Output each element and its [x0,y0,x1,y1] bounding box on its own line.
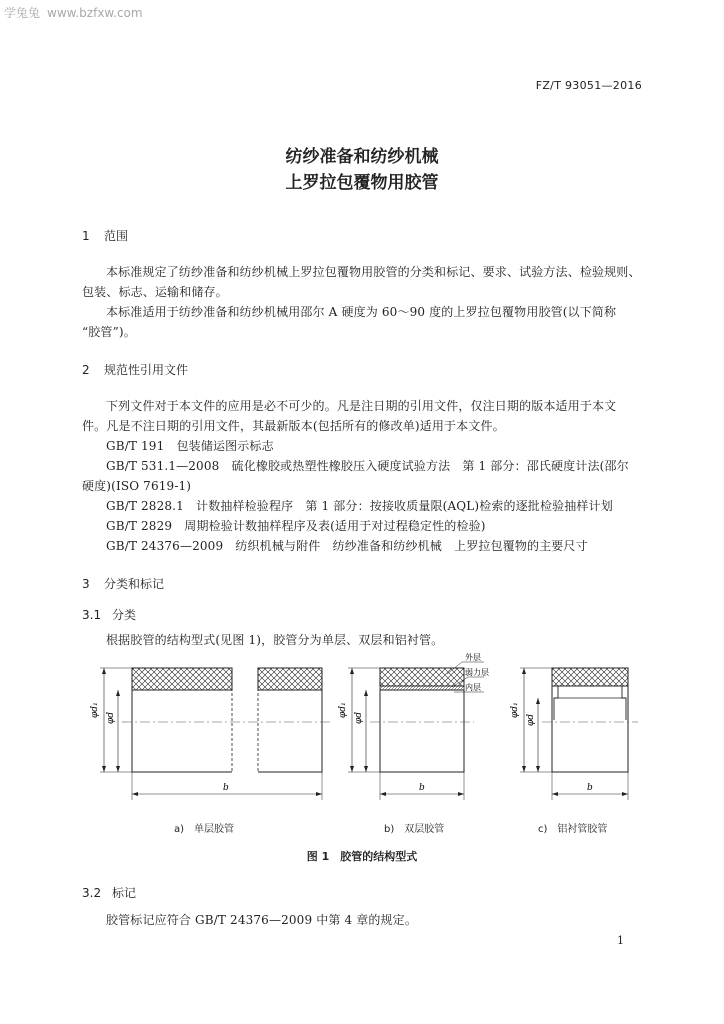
watermark [4,4,143,21]
paragraph-line: 本标准规定了纺纱准备和纺纱机械上罗拉包覆物用胶管的分类和标记、要求、试验方法、检验规则、 [106,265,641,279]
section-number: 3.1 [82,608,102,622]
section-3-2-heading [82,884,136,901]
watermark-site-name: 学兔兔 [4,6,41,20]
caption-single-layer: a) 单层胶管 [174,824,235,835]
section-3-heading [82,575,164,592]
section-number: 3 [82,577,90,591]
dimension-label-d: φd [106,711,116,724]
paragraph-line: 包装、标志、运输和储存。 [82,285,228,299]
section-title: 范围 [104,229,129,243]
reference-item: GB/T 191 包装储运图示标志 [106,439,274,453]
section-number: 1 [82,229,90,243]
reference-item: 硬度)(ISO 7619-1) [82,479,192,493]
dimension-label-d1: φd₁ [90,702,100,718]
label-stress-layer: 弱力层 [465,668,489,677]
dimension-label-d1: φd₁ [338,702,348,718]
paragraph-line: “胶管”)。 [82,325,136,339]
reference-item: GB/T 531.1—2008 硫化橡胶或热塑性橡胶压入硬度试验方法 第 1 部分：邵氏硬度计法(邵尔 [106,459,629,473]
section-1-heading [82,227,128,244]
section-number: 3.2 [82,886,102,900]
paragraph-line: 本标准适用于纺纱准备和纺纱机械用邵尔 A 硬度为 60～90 度的上罗拉包覆物用胶管(以下简称 [106,305,617,319]
figure-title: 图 1 胶管的结构型式 [306,850,418,863]
caption-double-layer: b) 双层胶管 [384,824,445,835]
reference-item: GB/T 2828.1 计数抽样检验程序 第 1 部分：按接收质量限(AQL)检索的逐批检验抽样计划 [106,499,613,513]
dimension-label-d1: φd₁ [510,702,520,718]
paragraph-line: 胶管标记应符合 GB/T 24376—2009 中第 4 章的规定。 [106,913,417,927]
paragraph-line: 件。凡是不注日期的引用文件，其最新版本(包括所有的修改单)适用于本文件。 [82,419,505,433]
section-number: 2 [82,363,90,377]
label-outer-layer: 外层 [465,653,481,662]
dimension-label-d: φd [354,711,364,724]
dimension-label-b: b [419,783,425,793]
reference-item: GB/T 24376—2009 纺织机械与附件 纺纱准备和纺纱机械 上罗拉包覆物的主要尺寸 [106,539,588,553]
caption-aluminium-lined: c) 铝衬管胶管 [538,824,608,835]
paragraph-line: 根据胶管的结构型式(见图 1)，胶管分为单层、双层和铝衬管。 [106,633,444,647]
standard-code: FZ/T 93051—2016 [535,79,642,92]
watermark-url: www.bzfxw.com [47,6,143,20]
figure-1-drawing [82,653,652,836]
reference-item: GB/T 2829 周期检验计数抽样程序及表(适用于对过程稳定性的检验) [106,519,486,533]
section-title: 标记 [112,886,137,900]
title-line-2: 上罗拉包覆物用胶管 [285,173,439,193]
title-line-1: 纺纱准备和纺纱机械 [285,147,439,167]
section-title: 分类 [112,608,137,622]
paragraph-line: 下列文件对于本文件的应用是必不可少的。凡是注日期的引用文件，仅注日期的版本适用于本文 [106,399,617,413]
single-layer-tube-drawing [90,668,332,800]
section-title: 分类和标记 [104,577,165,591]
dimension-label-d: φd [526,713,536,726]
section-2-heading [82,361,188,378]
label-inner-layer: 内层 [465,683,481,692]
dimension-label-b: b [587,783,593,793]
aluminium-lined-tube-drawing [510,668,638,800]
section-title: 规范性引用文件 [104,363,189,377]
page-number: 1 [617,934,624,947]
section-3-1-heading [82,606,136,623]
dimension-label-b: b [223,783,229,793]
double-layer-tube-drawing [338,652,489,800]
